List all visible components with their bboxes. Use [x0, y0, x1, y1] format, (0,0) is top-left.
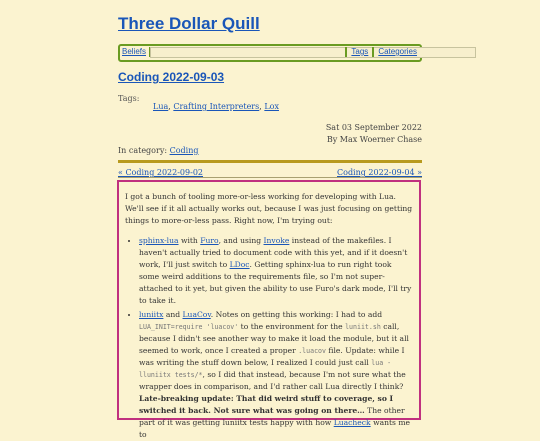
code-snippet: .luacov	[298, 347, 326, 355]
tags-label: Tags:	[118, 94, 140, 103]
top-nav-bar	[118, 44, 422, 62]
divider	[118, 160, 422, 163]
code-snippet: LUA_INIT=require 'luacov'	[139, 323, 239, 331]
site-title[interactable]: Three Dollar Quill	[118, 14, 260, 33]
nav-separator	[372, 47, 374, 57]
tag-link[interactable]: Lua	[153, 102, 169, 111]
post-date: Sat 03 September 2022	[325, 123, 422, 132]
code-snippet: luniit.sh	[345, 323, 381, 331]
intro-paragraph: I got a bunch of tooling more-or-less working for developing with Lua. We'll see if it all actually works out, because I was just focusing on getting things to more-or-less pass. Right now, I'm trying out:	[125, 192, 413, 225]
post-title[interactable]: Coding 2022-09-03	[118, 70, 225, 84]
nav-beliefs-link[interactable]: Beliefs	[122, 47, 147, 57]
luniitx-link[interactable]: luniitx	[139, 310, 164, 319]
post-content	[117, 180, 421, 439]
nav-categories-link[interactable]: Categories	[378, 47, 417, 56]
nav-tags-link[interactable]: Tags	[351, 47, 369, 56]
post-meta	[118, 122, 422, 146]
prev-post-link[interactable]: « Coding 2022-09-02	[118, 168, 203, 177]
list-item: • sphinx-lua with Furo, and using Invoke instead of the makefiles. I haven't actually tried to document code with this yet, and if it doesn't work, I'll just switch to LDoc. Getting sphinx-lua to run right took some weird additions to the requirements file, so I'm not super-attached to it yet, but given the ability to use Furo's dark mode, I'll try to take it.	[139, 235, 413, 307]
post-category	[118, 146, 198, 155]
furo-link[interactable]: Furo	[200, 236, 219, 245]
tag-link[interactable]: Crafting Interpreters	[173, 102, 260, 111]
invoke-link[interactable]: Invoke	[263, 236, 290, 245]
code-snippet: lua -lluniitx tests/*	[139, 359, 392, 379]
sphinx-lua-link[interactable]: sphinx-lua	[139, 236, 179, 245]
list-item: • luniitx and LuaCov. Notes on getting this working: I had to add LUA_INIT=require 'luacov' to the environment for the luniit.sh call, because I didn't see another way to make it load the module, but it all seemed to work, once I created a proper .luacov file. Update: while I was writing the stuff down below, I realized I could just call lua -lluniitx tests/*, so I did that instead, because I'm not sure what the wrapper does in comparison, and I'd rather call Lua directly I think? Late-breaking update: That did weird stuff to coverage, so I switched it back. Not sure what was going on there… The other part of it was getting luniitx tests happy with how Luacheck wants me to	[139, 309, 413, 441]
divider	[118, 177, 422, 178]
luacov-link[interactable]: LuaCov	[182, 310, 211, 319]
post-author: By Max Woerner Chase	[326, 135, 422, 144]
ldoc-link[interactable]: LDoc	[229, 260, 250, 269]
category-label: In category:	[118, 146, 168, 155]
next-post-link[interactable]: Coding 2022-09-04 »	[337, 168, 422, 177]
tool-list	[125, 235, 413, 441]
tag-link[interactable]: Lox	[264, 102, 279, 111]
tags-list: Lua, Crafting Interpreters, Lox	[153, 102, 279, 111]
category-link[interactable]: Coding	[169, 146, 199, 155]
luacheck-link[interactable]: Luacheck	[333, 418, 371, 427]
nav-separator	[345, 47, 347, 57]
bold-update-text: Late-breaking update: That did weird stuff to coverage, so I switched it back. Not sure what was going on there…	[139, 394, 394, 415]
nav-search-field[interactable]	[150, 47, 476, 58]
